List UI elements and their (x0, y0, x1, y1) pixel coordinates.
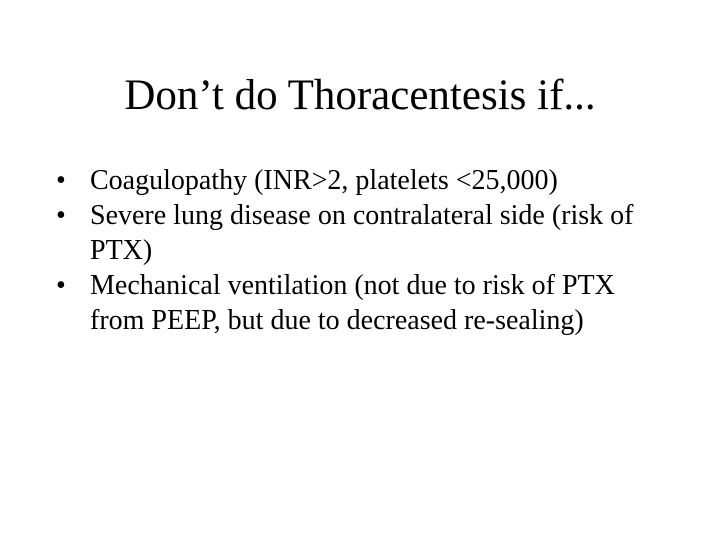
bullet-item-coagulopathy (56, 163, 656, 198)
bullet-icon: • (56, 200, 66, 231)
slide-title: Don’t do Thoracentesis if... (124, 72, 596, 119)
bullet-list (56, 163, 656, 338)
bullet-icon: • (56, 165, 66, 196)
bullet-text: Coagulopathy (INR>2, platelets <25,000) (90, 165, 558, 196)
bullet-item-mechanical-ventilation (56, 268, 656, 338)
bullet-text: Mechanical ventilation (not due to risk of PTX from PEEP, but due to decreased re-sealing) (90, 270, 615, 336)
bullet-item-lung-disease (56, 198, 656, 268)
bullet-icon: • (56, 270, 66, 301)
bullet-text: Severe lung disease on contralateral side (risk of PTX) (90, 200, 634, 266)
